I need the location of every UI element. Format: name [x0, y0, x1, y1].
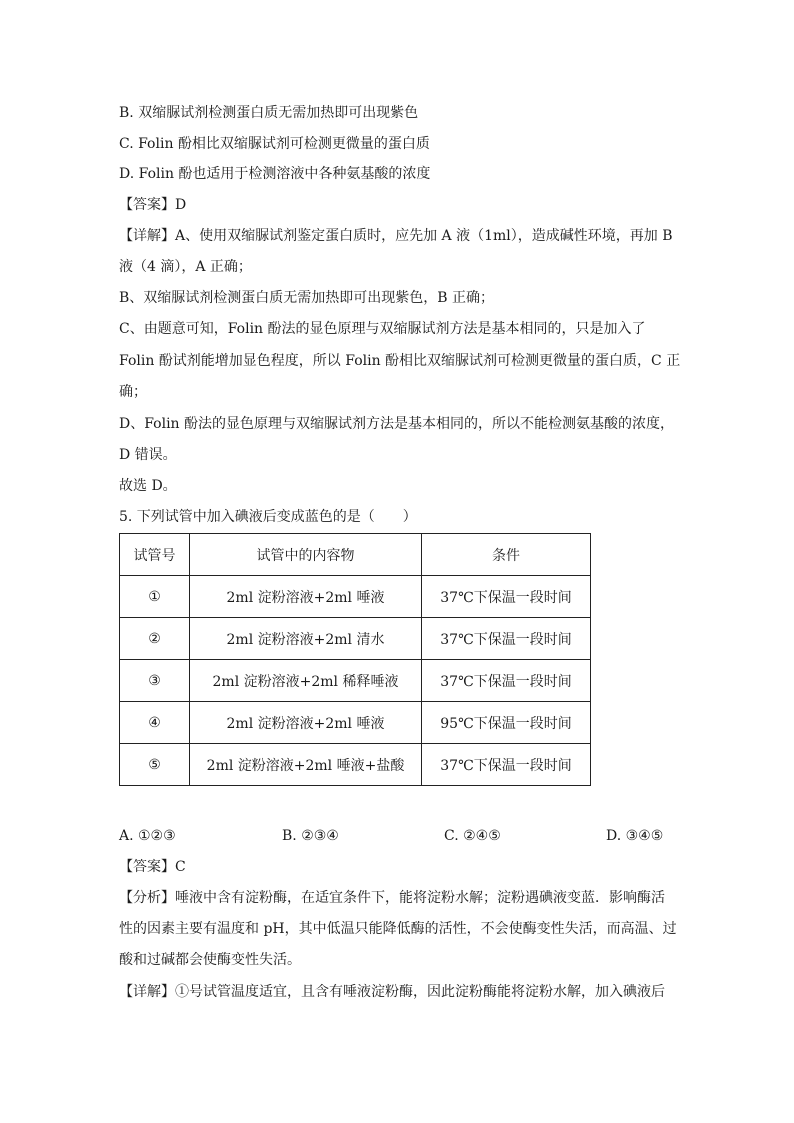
cell-tube: ③	[120, 660, 190, 702]
q5-analysis-line: 酸和过碱都会使酶变性失活。	[119, 952, 301, 968]
q5-answer: 【答案】C	[119, 859, 186, 875]
cell-condition: 37℃下保温一段时间	[422, 618, 591, 660]
q5-option-d: D. ③④⑤	[606, 828, 664, 844]
q4-detail-line: 确；	[119, 384, 147, 400]
q4-detail-line: C、由题意可知，Folin 酚法的显色原理与双缩脲试剂方法是基本相同的，只是加入了	[119, 321, 646, 337]
q5-analysis-line: 【分析】唾液中含有淀粉酶，在适宜条件下，能将淀粉水解；淀粉遇碘液变蓝．影响酶活	[119, 890, 665, 906]
cell-contents: 2ml 淀粉溶液+2ml 唾液+盐酸	[190, 744, 422, 786]
cell-condition: 95℃下保温一段时间	[422, 702, 591, 744]
table-row	[120, 576, 591, 618]
cell-contents: 2ml 淀粉溶液+2ml 稀释唾液	[190, 660, 422, 702]
table-row	[120, 744, 591, 786]
q4-option-d: D. Folin 酚也适用于检测溶液中各种氨基酸的浓度	[119, 166, 431, 182]
q4-detail-line: 【详解】A、使用双缩脲试剂鉴定蛋白质时，应先加 A 液（1ml），造成碱性环境，再加 B	[119, 228, 673, 244]
cell-condition: 37℃下保温一段时间	[422, 576, 591, 618]
cell-condition: 37℃下保温一段时间	[422, 744, 591, 786]
q4-option-b: B. 双缩脲试剂检测蛋白质无需加热即可出现紫色	[119, 105, 419, 121]
table-row	[120, 618, 591, 660]
q4-answer: 【答案】D	[119, 197, 187, 213]
q4-detail-line: 液（4 滴），A 正确；	[119, 259, 252, 275]
q5-stem: 5. 下列试管中加入碘液后变成蓝色的是（ ）	[119, 509, 417, 525]
cell-tube: ⑤	[120, 744, 190, 786]
cell-contents: 2ml 淀粉溶液+2ml 唾液	[190, 576, 422, 618]
cell-tube: ①	[120, 576, 190, 618]
table-header-row	[120, 534, 591, 576]
experiment-table	[119, 533, 591, 786]
q5-option-b: B. ②③④	[282, 828, 339, 844]
cell-tube: ④	[120, 702, 190, 744]
cell-condition: 37℃下保温一段时间	[422, 660, 591, 702]
q5-option-c: C. ②④⑤	[444, 828, 501, 844]
cell-contents: 2ml 淀粉溶液+2ml 清水	[190, 618, 422, 660]
q4-detail-line: D 错误。	[119, 447, 177, 463]
cell-contents: 2ml 淀粉溶液+2ml 唾液	[190, 702, 422, 744]
header-contents: 试管中的内容物	[190, 534, 422, 576]
q4-detail-line: B、双缩脲试剂检测蛋白质无需加热即可出现紫色，B 正确；	[119, 290, 495, 306]
table-row	[120, 660, 591, 702]
table-row	[120, 702, 591, 744]
q4-detail-line: Folin 酚试剂能增加显色程度，所以 Folin 酚相比双缩脲试剂可检测更微量的蛋白质，C 正	[119, 353, 681, 369]
cell-tube: ②	[120, 618, 190, 660]
q5-option-a: A. ①②③	[119, 828, 176, 844]
header-tube-number: 试管号	[120, 534, 190, 576]
q5-detail-line: 【详解】①号试管温度适宜，且含有唾液淀粉酶，因此淀粉酶能将淀粉水解，加入碘液后	[119, 984, 665, 1000]
header-condition: 条件	[422, 534, 591, 576]
q4-option-c: C. Folin 酚相比双缩脲试剂可检测更微量的蛋白质	[119, 136, 430, 152]
q4-detail-line: 故选 D。	[119, 478, 177, 494]
q5-analysis-line: 性的因素主要有温度和 pH，其中低温只能降低酶的活性，不会使酶变性失活，而高温、过	[119, 921, 677, 937]
q4-detail-line: D、Folin 酚法的显色原理与双缩脲试剂方法是基本相同的，所以不能检测氨基酸的浓度，	[119, 416, 675, 432]
